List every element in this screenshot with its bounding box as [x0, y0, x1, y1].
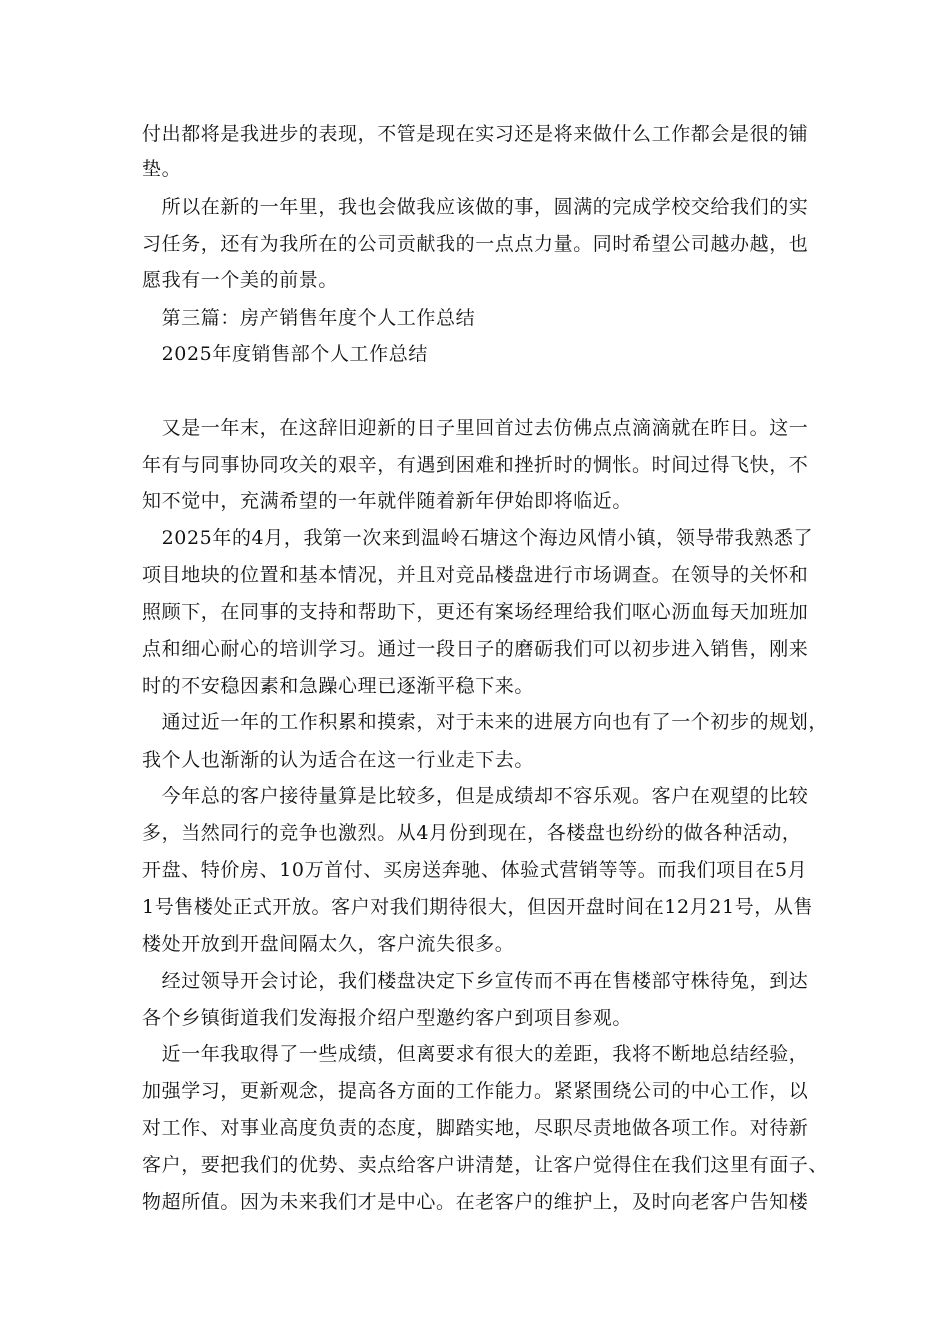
text-line: 知不觉中，充满希望的一年就伴随着新年伊始即将临近。 [142, 490, 633, 512]
text-line: 点和细心耐心的培训学习。通过一段日子的磨砺我们可以初步进入销售，刚来 [142, 638, 809, 660]
text-line: 习任务，还有为我所在的公司贡献我的一点点力量。同时希望公司越办越，也 [142, 233, 809, 255]
text-line: 加强学习，更新观念，提高各方面的工作能力。紧紧围绕公司的中心工作，以 [142, 1080, 809, 1102]
text-line: 通过近一年的工作积累和摸索，对于未来的进展方向也有了一个初步的规划， [142, 711, 829, 733]
text-line: 所以在新的一年里，我也会做我应该做的事，圆满的完成学校交给我们的实 [142, 196, 809, 218]
text-line: 楼处开放到开盘间隔太久，客户流失很多。 [142, 933, 515, 955]
text-line: 对工作、对事业高度负责的态度，脚踏实地，尽职尽责地做各项工作。对待新 [142, 1117, 809, 1139]
text-line: 近一年我取得了一些成绩，但离要求有很大的差距，我将不断地总结经验， [142, 1043, 809, 1065]
text-line: 经过领导开会讨论，我们楼盘决定下乡宣传而不再在售楼部守株待兔，到达 [142, 970, 809, 992]
text-line: 垫。 [142, 158, 182, 180]
text-line: 愿我有一个美的前景。 [142, 269, 339, 291]
text-line: 客户，要把我们的优势、卖点给客户讲清楚，让客户觉得住在我们这里有面子、 [142, 1154, 829, 1176]
text-line: 2025年的4月，我第一次来到温岭石塘这个海边风情小镇，领导带我熟悉了 [142, 527, 814, 549]
text-line: 我个人也渐渐的认为适合在这一行业走下去。 [142, 749, 535, 771]
text-line: 项目地块的位置和基本情况，并且对竞品楼盘进行市场调查。在领导的关怀和 [142, 564, 809, 586]
text-line: 时的不安稳因素和急躁心理已逐渐平稳下来。 [142, 675, 535, 697]
text-line: 付出都将是我进步的表现，不管是现在实习还是将来做什么工作都会是很的铺 [142, 123, 809, 145]
text-line: 多，当然同行的竞争也激烈。从4月份到现在，各楼盘也纷纷的做各种活动， [142, 822, 802, 844]
text-line: 今年总的客户接待量算是比较多，但是成绩却不容乐观。客户在观望的比较 [142, 785, 809, 807]
text-line: 照顾下，在同事的支持和帮助下，更还有案场经理给我们呕心沥血每天加班加 [142, 601, 809, 623]
section-heading: 第三篇：房产销售年度个人工作总结 [142, 307, 476, 329]
text-line: 1号售楼处正式开放。客户对我们期待很大，但因开盘时间在12月21号，从售 [142, 896, 814, 918]
text-line: 开盘、特价房、10万首付、买房送奔驰、体验式营销等等。而我们项目在5月 [142, 859, 808, 881]
text-line: 各个乡镇街道我们发海报介绍户型邀约客户到项目参观。 [142, 1007, 633, 1029]
document-title: 2025年度销售部个人工作总结 [142, 343, 428, 365]
text-line: 又是一年末，在这辞旧迎新的日子里回首过去仿佛点点滴滴就在昨日。这一 [142, 417, 809, 439]
text-line: 年有与同事协同攻关的艰辛，有遇到困难和挫折时的惆怅。时间过得飞快，不 [142, 454, 809, 476]
text-line: 物超所值。因为未来我们才是中心。在老客户的维护上，及时向老客户告知楼 [142, 1191, 809, 1213]
